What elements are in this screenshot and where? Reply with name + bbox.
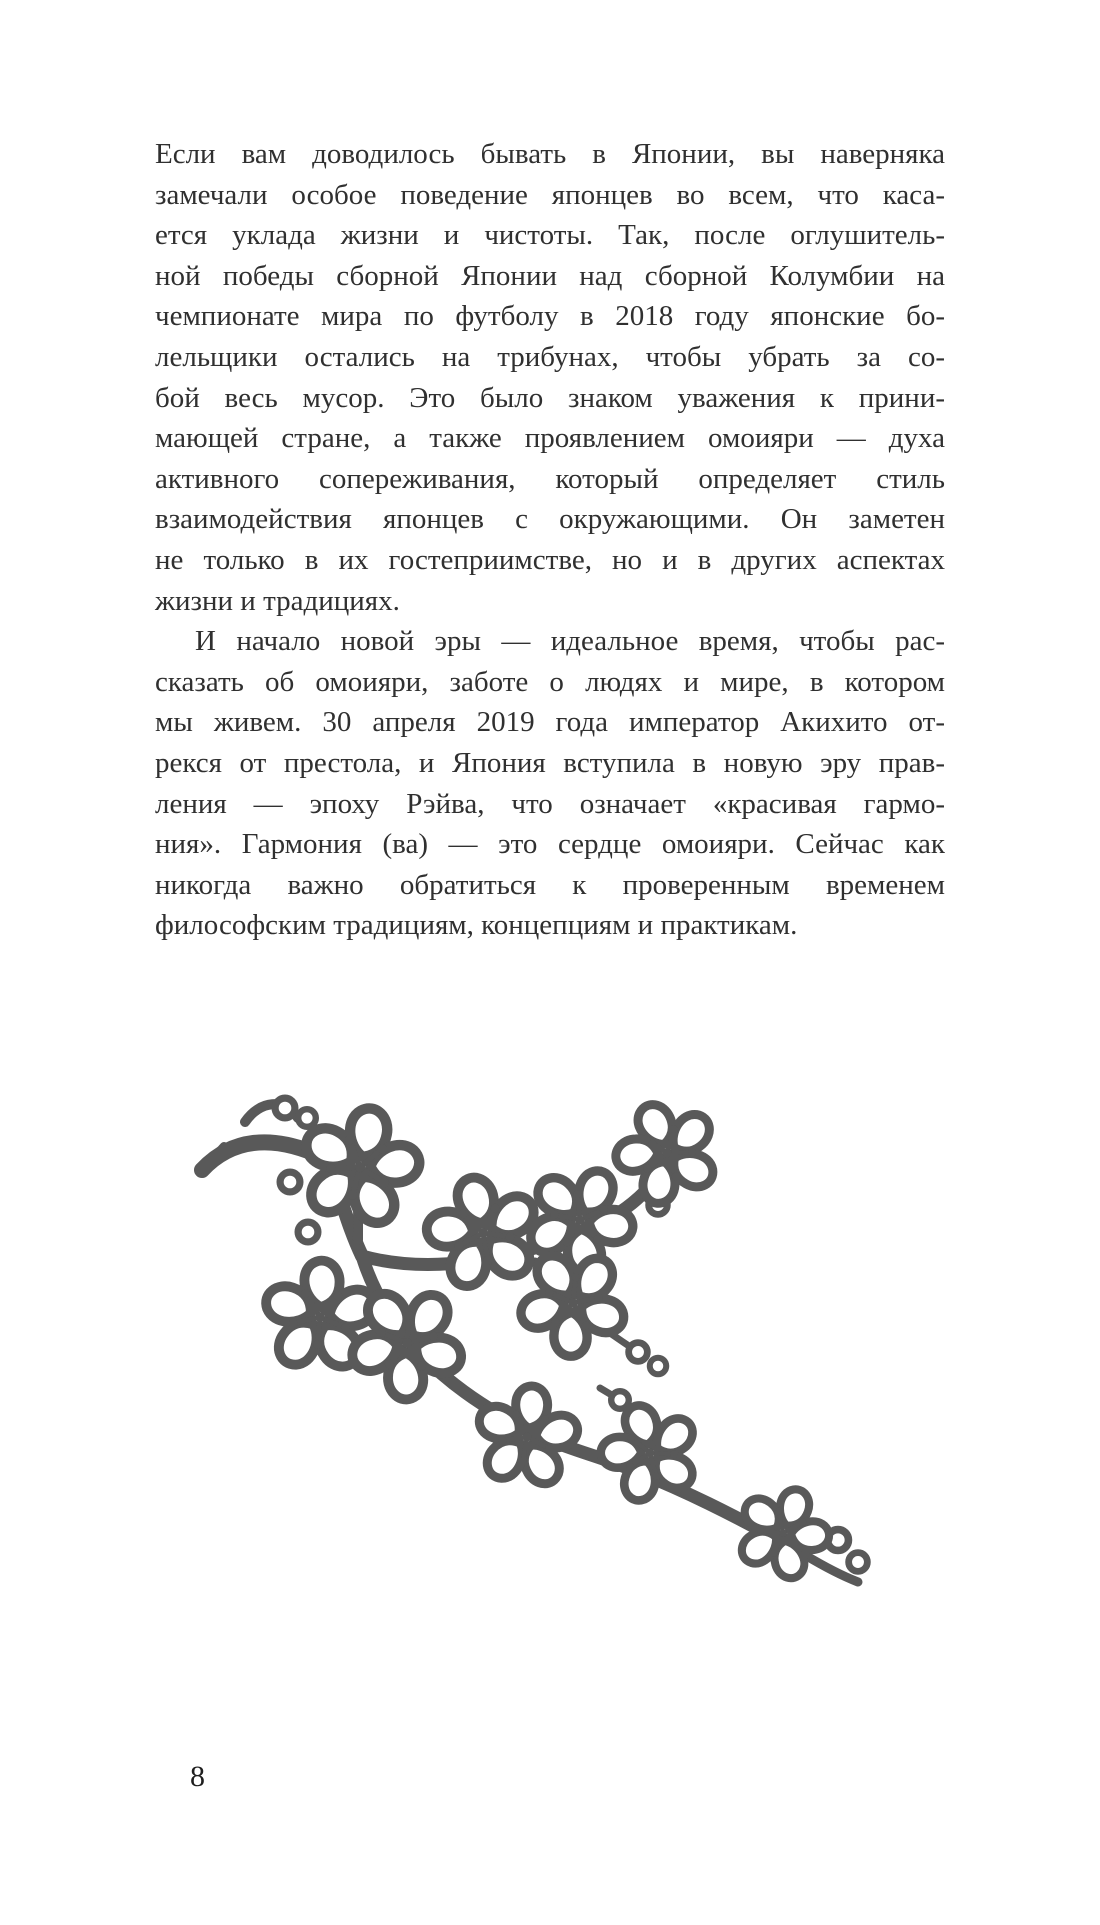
text-line: никогда важно обратиться к проверенным временем [155, 868, 945, 901]
blossom-bud [298, 1109, 316, 1127]
blossom-bud [275, 1098, 295, 1118]
blossom-flower [599, 1087, 735, 1220]
text-line: чемпионате мира по футболу в 2018 году японские бо- [155, 300, 945, 333]
text-line: философским традициям, концепциям и практикам. [155, 909, 798, 942]
blossom-bud [611, 1391, 629, 1409]
text-line: активного сопереживания, который определяет стиль [155, 462, 945, 495]
blossom-flowers [256, 1087, 846, 1596]
paragraph-2 [155, 621, 945, 946]
text-line: замечали особое поведение японцев во всем, что каса- [155, 178, 945, 211]
plum-blossom-illustration [190, 1070, 890, 1610]
blossom-bud [629, 1343, 648, 1362]
text-line: сказать об омоияри, заботе о людях и мире, в котором [155, 665, 945, 698]
text-line: бой весь мусор. Это было знаком уважения к прини- [155, 381, 945, 414]
blossom-flower [465, 1377, 589, 1497]
text-line: ется уклада жизни и чистоты. Так, после оглушитель- [155, 219, 945, 252]
text-line: взаимодействия японцев с окружающими. Он заметен [155, 503, 945, 536]
text-line: Если вам доводилось бывать в Японии, вы наверняка [155, 138, 945, 170]
blossom-flower [719, 1471, 846, 1596]
text-line: рекся от престола, и Япония вступила в новую эру прав- [155, 746, 945, 779]
paragraph-1 [155, 134, 945, 621]
body-text [155, 134, 945, 946]
text-line: ления — эпоху Рэйва, что означает «красивая гармо- [155, 787, 945, 820]
text-line: мы живем. 30 апреля 2019 года император Акихито от- [155, 706, 945, 739]
text-line: ной победы сборной Японии над сборной Колумбии на [155, 259, 945, 292]
text-line: жизни и традициях. [155, 584, 400, 617]
page-number: 8 [190, 1760, 205, 1793]
blossom-bud [298, 1222, 318, 1242]
text-line: ния». Гармония (ва) — это сердце омоияри. Сейчас как [155, 828, 945, 861]
text-line: лельщики остались на трибунах, чтобы убрать за со- [155, 340, 945, 373]
text-line: мающей стране, а также проявлением омоияри — духа [155, 422, 945, 455]
blossom-bud [280, 1172, 300, 1192]
blossom-bud [849, 1553, 868, 1572]
text-line: И начало новой эры — идеальное время, чтобы рас- [195, 625, 945, 658]
blossom-bud [650, 1358, 667, 1375]
text-line: не только в их гостеприимстве, но и в других аспектах [155, 543, 945, 576]
